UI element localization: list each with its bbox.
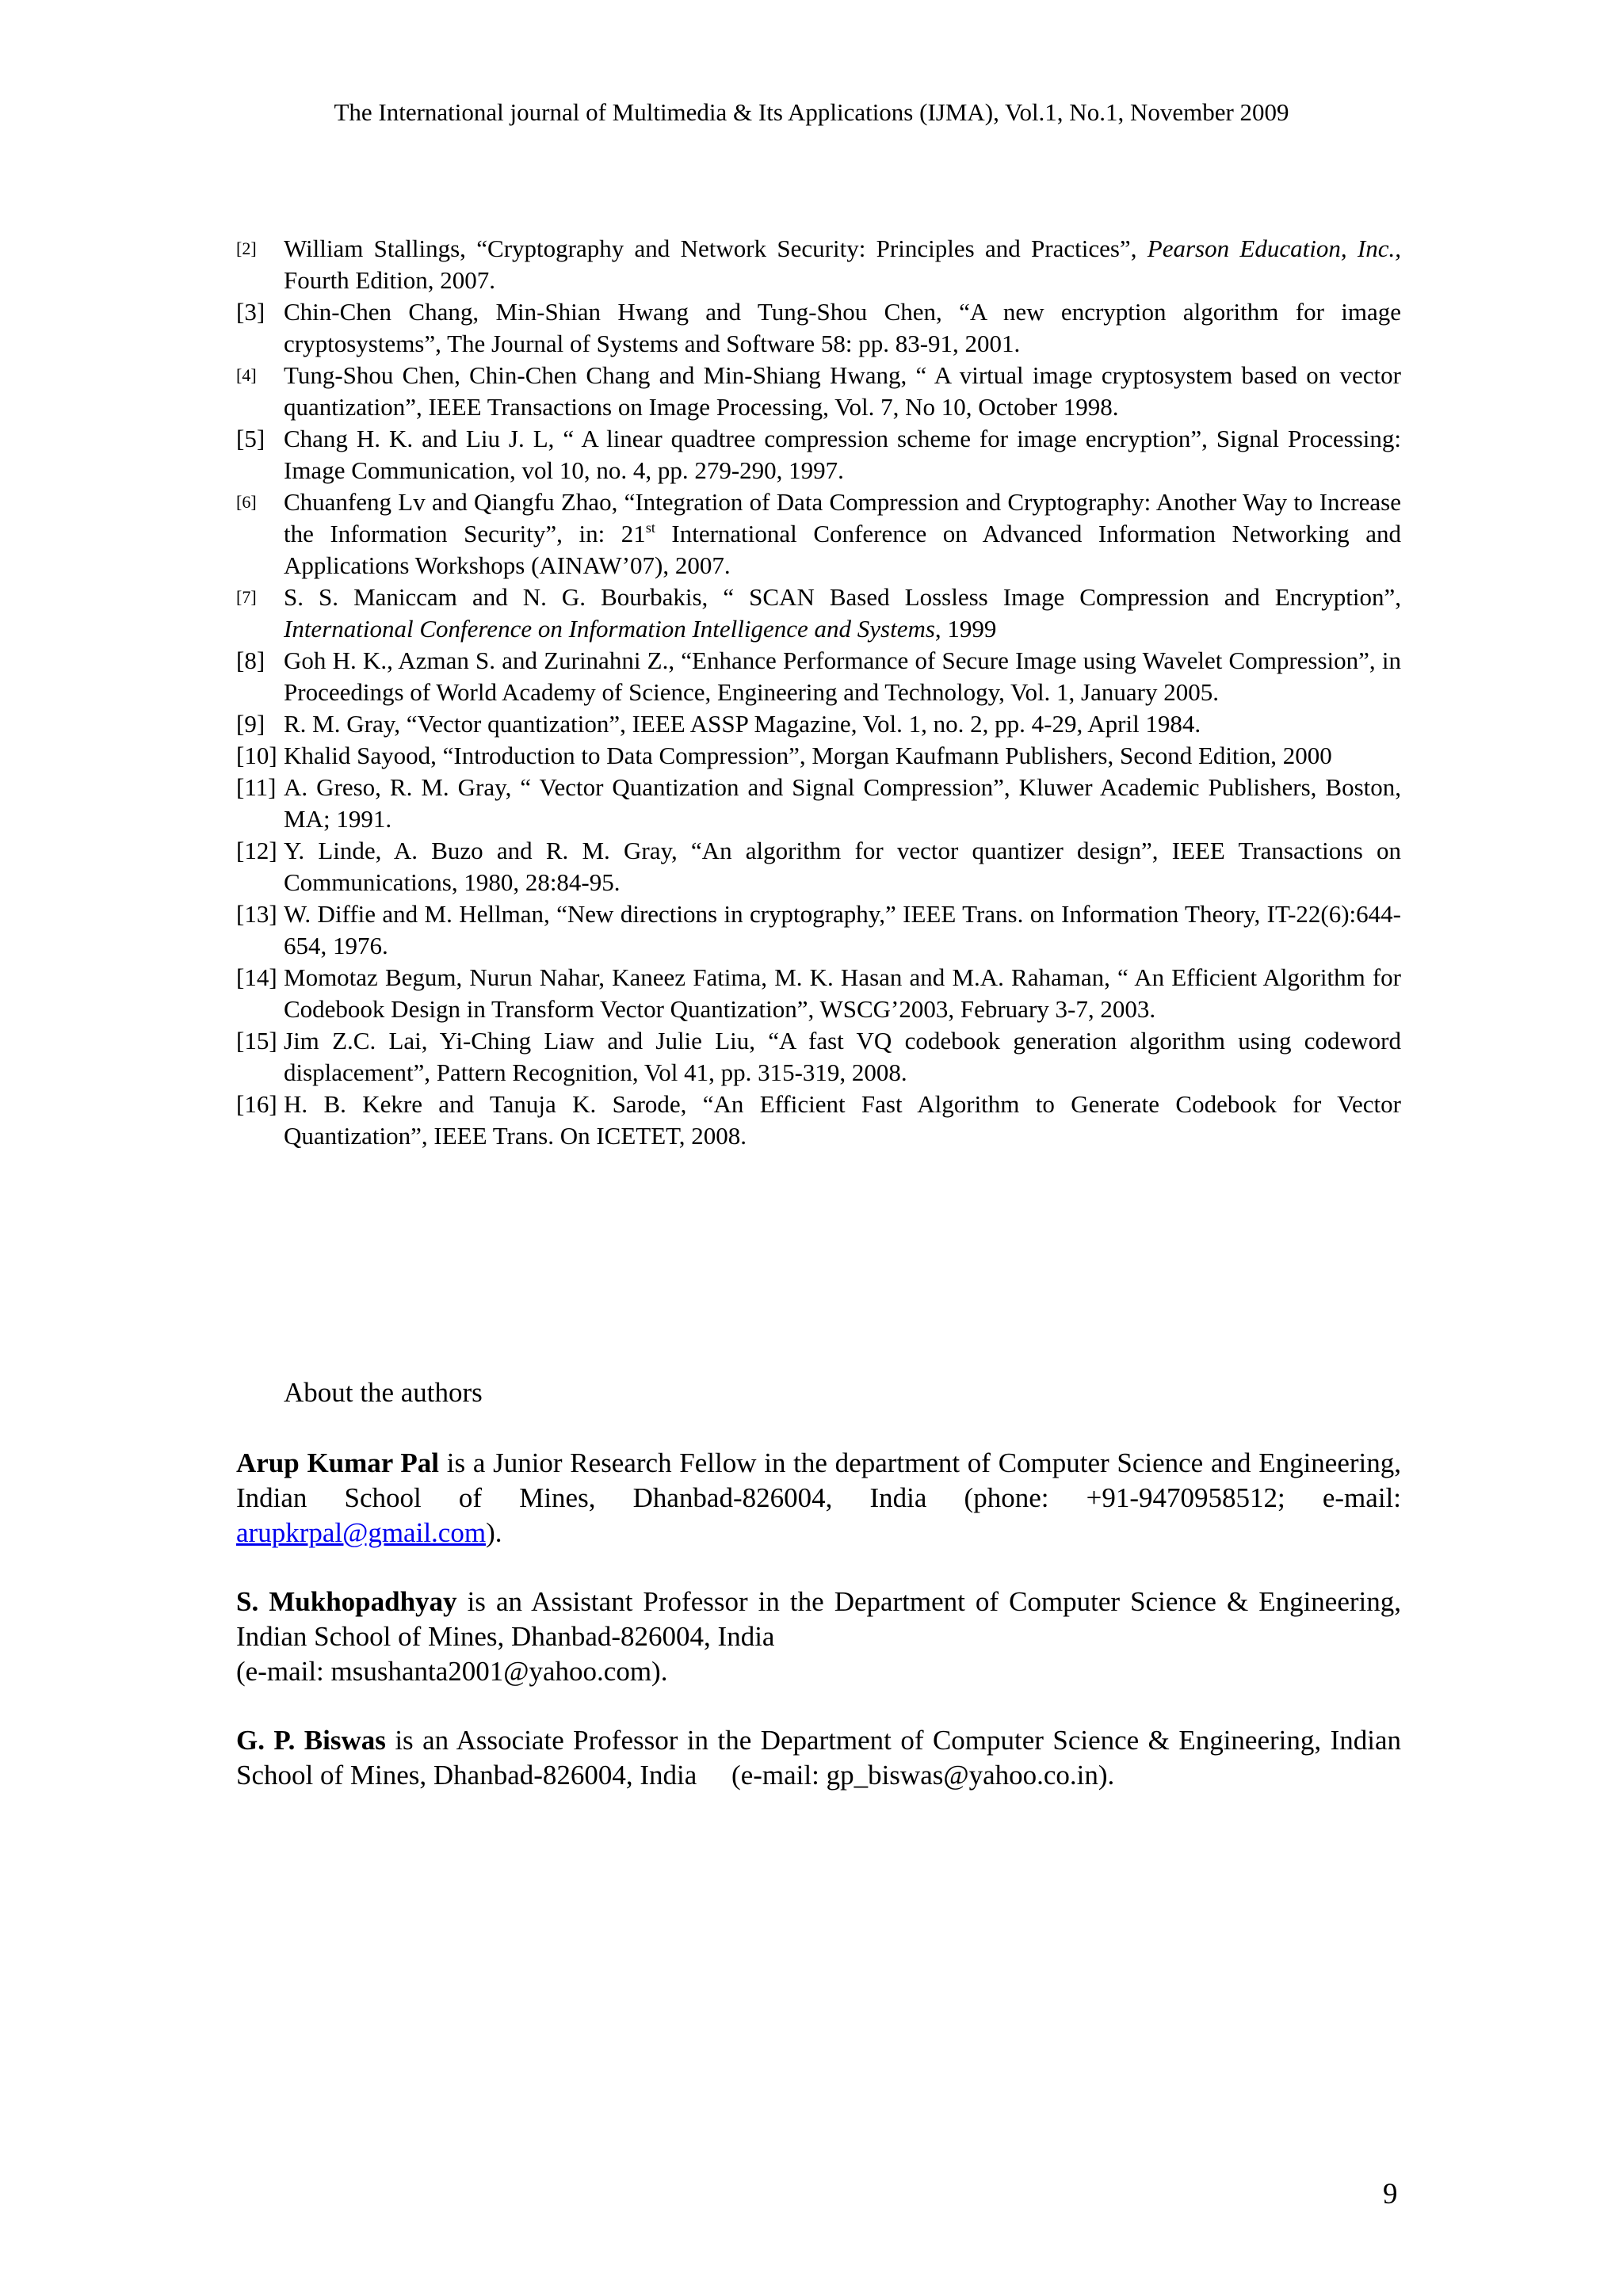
- reference-item: [236, 1025, 1401, 1089]
- reference-number: [16]: [236, 1090, 277, 1118]
- reference-item: [236, 740, 1401, 772]
- reference-text-tail: International Conference on Advanced Information Networking and Applications Workshops (AINAW’07), 2007.: [284, 520, 1401, 579]
- reference-text: S. S. Maniccam and N. G. Bourbakis, “ SCAN Based Lossless Image Compression and Encryption”,: [284, 583, 1401, 611]
- reference-number: [8]: [236, 646, 265, 674]
- reference-item: [236, 1089, 1401, 1152]
- running-head: The International journal of Multimedia & Its Applications (IJMA), Vol.1, No.1, November 2009: [334, 98, 1289, 126]
- reference-number: [3]: [236, 298, 265, 326]
- author-bio-text: is a Junior Research Fellow in the department of Computer Science and Engineering, Indian School of Mines, Dhanbad-826004, India (phone: +91-9470958512; e-mail:: [236, 1447, 1401, 1513]
- reference-text: Goh H. K., Azman S. and Zurinahni Z., “Enhance Performance of Secure Image using Wavelet Compression”, in Proceedings of World Academy of Science, Engineering and Technology, Vol. 1, January 2005.: [284, 646, 1401, 706]
- reference-number: [4]: [236, 365, 257, 385]
- reference-item: [236, 708, 1401, 740]
- reference-text: A. Greso, R. M. Gray, “ Vector Quantization and Signal Compression”, Kluwer Academic Publishers, Boston, MA; 1991.: [284, 773, 1401, 833]
- reference-text: Y. Linde, A. Buzo and R. M. Gray, “An algorithm for vector quantizer design”, IEEE Transactions on Communications, 1980, 28:84-95.: [284, 837, 1401, 896]
- author-bio-pal: [236, 1446, 1401, 1550]
- reference-text-tail: Fourth Edition, 2007.: [284, 266, 495, 294]
- reference-number: [7]: [236, 587, 257, 607]
- reference-number: [9]: [236, 710, 265, 738]
- reference-list: [236, 233, 1401, 1152]
- reference-number: [5]: [236, 425, 265, 452]
- reference-number: [11]: [236, 773, 277, 801]
- reference-text: H. B. Kekre and Tanuja K. Sarode, “An Efficient Fast Algorithm to Generate Codebook for Vector Quantization”, IEEE Trans. On ICETET, 2008.: [284, 1090, 1401, 1150]
- reference-italic: International Conference on Information Intelligence and Systems: [284, 615, 935, 643]
- reference-item: [236, 898, 1401, 962]
- author-bio-text: is an Assistant Professor in the Department of Computer Science & Engineering, Indian School of Mines, Dhanbad-826004, India: [236, 1586, 1401, 1652]
- reference-item: [236, 962, 1401, 1025]
- reference-number: [12]: [236, 837, 277, 864]
- author-name: Arup Kumar Pal: [236, 1447, 440, 1478]
- author-bio-text: is an Associate Professor in the Department of Computer Science & Engineering, Indian School of Mines, Dhanbad-826004, India (e-mail: gp_biswas@yahoo.co.in).: [236, 1725, 1408, 1791]
- reference-text: R. M. Gray, “Vector quantization”, IEEE ASSP Magazine, Vol. 1, no. 2, pp. 4-29, April 1984.: [284, 710, 1201, 738]
- reference-text: Chin-Chen Chang, Min-Shian Hwang and Tung-Shou Chen, “A new encryption algorithm for image cryptosystems”, The Journal of Systems and Software 58: pp. 83-91, 2001.: [284, 298, 1401, 357]
- reference-text: Khalid Sayood, “Introduction to Data Compression”, Morgan Kaufmann Publishers, Second Edition, 2000: [284, 742, 1332, 769]
- reference-item: [236, 582, 1401, 645]
- about-authors-heading: About the authors: [284, 1377, 483, 1408]
- reference-number: [13]: [236, 900, 277, 928]
- reference-number: [14]: [236, 963, 277, 991]
- reference-text: Chuanfeng Lv and Qiangfu Zhao, “Integration of Data Compression and Cryptography: Another Way to Increase the Information Security”, in: 21: [284, 488, 1401, 547]
- reference-text: W. Diffie and M. Hellman, “New directions in cryptography,” IEEE Trans. on Information Theory, IT-22(6):644-654, 1976.: [284, 900, 1401, 959]
- author-name: G. P. Biswas: [236, 1725, 386, 1756]
- reference-item: [236, 233, 1401, 296]
- email-link[interactable]: arupkrpal@gmail.com: [236, 1517, 487, 1548]
- reference-number: [6]: [236, 492, 257, 512]
- reference-item: [236, 645, 1401, 708]
- author-bio-biswas: [236, 1723, 1408, 1793]
- reference-text-tail: , 1999: [934, 615, 997, 643]
- reference-text: William Stallings, “Cryptography and Network Security: Principles and Practices”,: [284, 235, 1148, 262]
- author-name: S. Mukhopadhyay: [236, 1586, 457, 1617]
- reference-item: [236, 360, 1401, 423]
- reference-number: [10]: [236, 742, 277, 769]
- reference-text: Jim Z.C. Lai, Yi-Ching Liaw and Julie Liu, “A fast VQ codebook generation algorithm using codeword displacement”, Pattern Recognition, Vol 41, pp. 315-319, 2008.: [284, 1027, 1401, 1086]
- reference-number: [2]: [236, 238, 257, 258]
- reference-text: Tung-Shou Chen, Chin-Chen Chang and Min-Shiang Hwang, “ A virtual image cryptosystem based on vector quantization”, IEEE Transactions on Image Processing, Vol. 7, No 10, October 1998.: [284, 361, 1401, 421]
- reference-item: [236, 835, 1401, 898]
- author-email-text: (e-mail: msushanta2001@yahoo.com).: [236, 1656, 668, 1687]
- page-number: 9: [1383, 2178, 1398, 2210]
- reference-text: Chang H. K. and Liu J. L, “ A linear quadtree compression scheme for image encryption”, Signal Processing: Image Communication, vol 10, no. 4, pp. 279-290, 1997.: [284, 425, 1401, 484]
- reference-item: [236, 423, 1401, 486]
- author-bio-mukhopadhyay: [236, 1585, 1401, 1689]
- reference-superscript: st: [645, 520, 655, 536]
- reference-italic: Pearson Education, Inc.,: [1147, 235, 1402, 262]
- author-bio-tail: ).: [486, 1517, 502, 1548]
- reference-number: [15]: [236, 1027, 277, 1055]
- reference-item: [236, 486, 1401, 582]
- reference-item: [236, 772, 1401, 835]
- reference-item: [236, 296, 1401, 360]
- reference-text: Momotaz Begum, Nurun Nahar, Kaneez Fatima, M. K. Hasan and M.A. Rahaman, “ An Efficient Algorithm for Codebook Design in Transform Vector Quantization”, WSCG’2003, February 3-7, 2003.: [284, 963, 1401, 1023]
